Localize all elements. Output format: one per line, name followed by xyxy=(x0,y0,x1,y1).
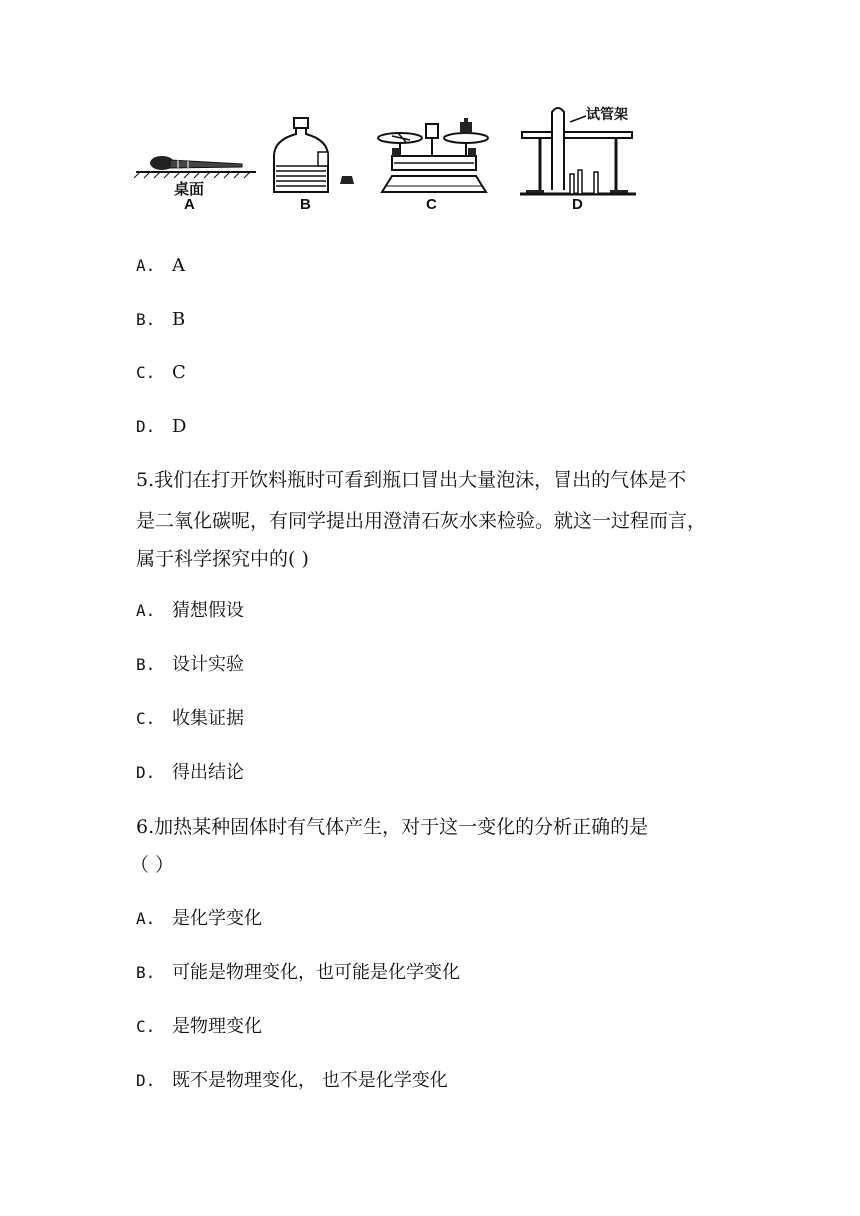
q6-option-d xyxy=(136,1069,448,1093)
q5-option-c xyxy=(136,707,244,731)
dropper-on-table-drawing xyxy=(134,156,256,178)
option-text: A xyxy=(172,255,185,276)
q6-stem-line-2: （ ） xyxy=(130,854,175,876)
figure-label-b: B xyxy=(300,196,311,213)
option-letter: B. xyxy=(136,655,156,674)
q5-stem-line-2: 是二氧化碳呢，有同学提出用澄清石灰水来检验。就这一过程而言， xyxy=(136,510,707,532)
option-letter: A. xyxy=(136,256,156,275)
figure-label-d: D xyxy=(572,196,583,213)
option-text: 是物理变化 xyxy=(172,1016,262,1037)
option-letter: B. xyxy=(136,310,156,329)
option-text: 是化学变化 xyxy=(172,908,262,929)
reagent-bottle-drawing xyxy=(274,118,354,192)
option-letter: D. xyxy=(136,763,156,782)
table-label: 桌面 xyxy=(174,181,205,198)
q5-option-b xyxy=(136,653,244,677)
q6-option-a xyxy=(136,907,262,931)
option-text: 收集证据 xyxy=(172,708,244,729)
q5-option-a xyxy=(136,599,244,623)
option-letter: B. xyxy=(136,963,156,982)
q5-stem-line-3: 属于科学探究中的( ) xyxy=(136,548,309,570)
option-letter: D. xyxy=(136,1071,156,1090)
q4-option-b xyxy=(136,308,185,332)
q4-option-a xyxy=(136,254,185,278)
option-letter: C. xyxy=(136,709,156,728)
q5-stem-line-1: 5.我们在打开饮料瓶时可看到瓶口冒出大量泡沫，冒出的气体是不 xyxy=(136,469,687,491)
option-letter: D. xyxy=(136,417,156,436)
option-text: B xyxy=(172,309,186,330)
q4-option-d xyxy=(136,415,186,439)
option-text: 得出结论 xyxy=(172,762,244,783)
option-letter: A. xyxy=(136,909,156,928)
lab-operations-figure xyxy=(130,100,670,216)
option-text: 猜想假设 xyxy=(172,600,244,621)
q4-option-c xyxy=(136,361,186,385)
option-text: D xyxy=(172,416,187,437)
option-text: C xyxy=(172,362,186,383)
option-text: 可能是物理变化，也可能是化学变化 xyxy=(172,962,460,983)
option-text: 既不是物理变化， 也不是化学变化 xyxy=(172,1070,448,1091)
rack-label: 试管架 xyxy=(586,106,628,122)
balance-drawing xyxy=(378,118,488,192)
q6-option-c xyxy=(136,1015,262,1039)
q6-stem-line-1: 6.加热某种固体时有气体产生，对于这一变化的分析正确的是 xyxy=(136,816,649,838)
option-letter: A. xyxy=(136,601,156,620)
q5-option-d xyxy=(136,761,244,785)
figure-label-c: C xyxy=(426,196,437,213)
option-letter: C. xyxy=(136,363,156,382)
q6-option-b xyxy=(136,961,460,985)
figure-label-a: A xyxy=(184,196,195,213)
option-text: 设计实验 xyxy=(172,654,244,675)
option-letter: C. xyxy=(136,1017,156,1036)
